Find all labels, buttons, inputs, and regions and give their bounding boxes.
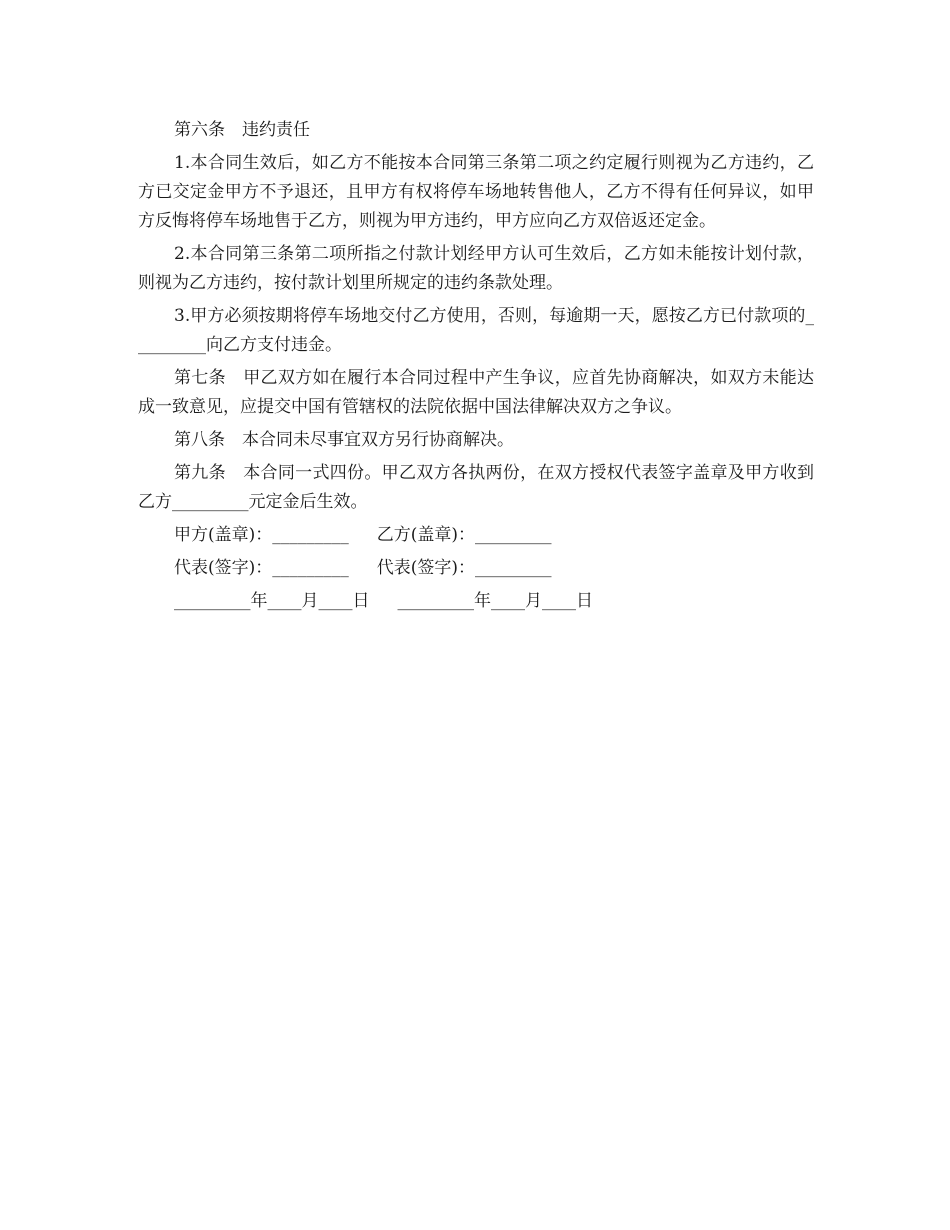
- date-line: [138, 587, 814, 616]
- document-body: [138, 116, 814, 620]
- seal-line: [138, 521, 814, 550]
- article6-item2: 2.本合同第三条第二项所指之付款计划经甲方认可生效后，乙方如未能按计划付款，则视为乙方违约，按付款计划里所规定的违约条款处理。: [138, 244, 814, 293]
- article6-item1: 1.本合同生效后，如乙方不能按本合同第三条第二项之约定履行则视为乙方违约，乙方已交定金甲方不予退还，且甲方有权将停车场地转售他人，乙方不得有任何异议，如甲方反悔将停车场地售于乙方，则视为甲方违约，甲方应向乙方双倍返还定金。: [138, 153, 814, 231]
- representative-line: [138, 554, 814, 583]
- party-a-date-field: _________年____月____日: [174, 591, 370, 611]
- party-b-rep-field: 代表(签字)：_________: [376, 558, 552, 578]
- article7-text: 第七条 甲乙双方如在履行本合同过程中产生争议，应首先协商解决，如双方未能达成一致意见，应提交中国有管辖权的法院依据中国法律解决双方之争议。: [138, 368, 814, 417]
- party-b-seal-field: 乙方(盖章)：_________: [376, 525, 552, 545]
- party-a-rep-field: 代表(签字)：_________: [174, 558, 349, 578]
- article8-text: 第八条 本合同未尽事宜双方另行协商解决。: [174, 430, 514, 450]
- party-b-date-field: _________年____月____日: [397, 591, 593, 611]
- party-a-seal-field: 甲方(盖章)：_________: [174, 525, 349, 545]
- article6-item3: 3.甲方必须按期将停车场地交付乙方使用，否则，每逾期一天，愿按乙方已付款项的_________向乙方支付违金。: [138, 306, 814, 355]
- article9-text: 第九条 本合同一式四份。甲乙双方各执两份，在双方授权代表签字盖章及甲方收到乙方_________元定金后生效。: [138, 463, 814, 512]
- article6-heading: 第六条 违约责任: [174, 120, 310, 140]
